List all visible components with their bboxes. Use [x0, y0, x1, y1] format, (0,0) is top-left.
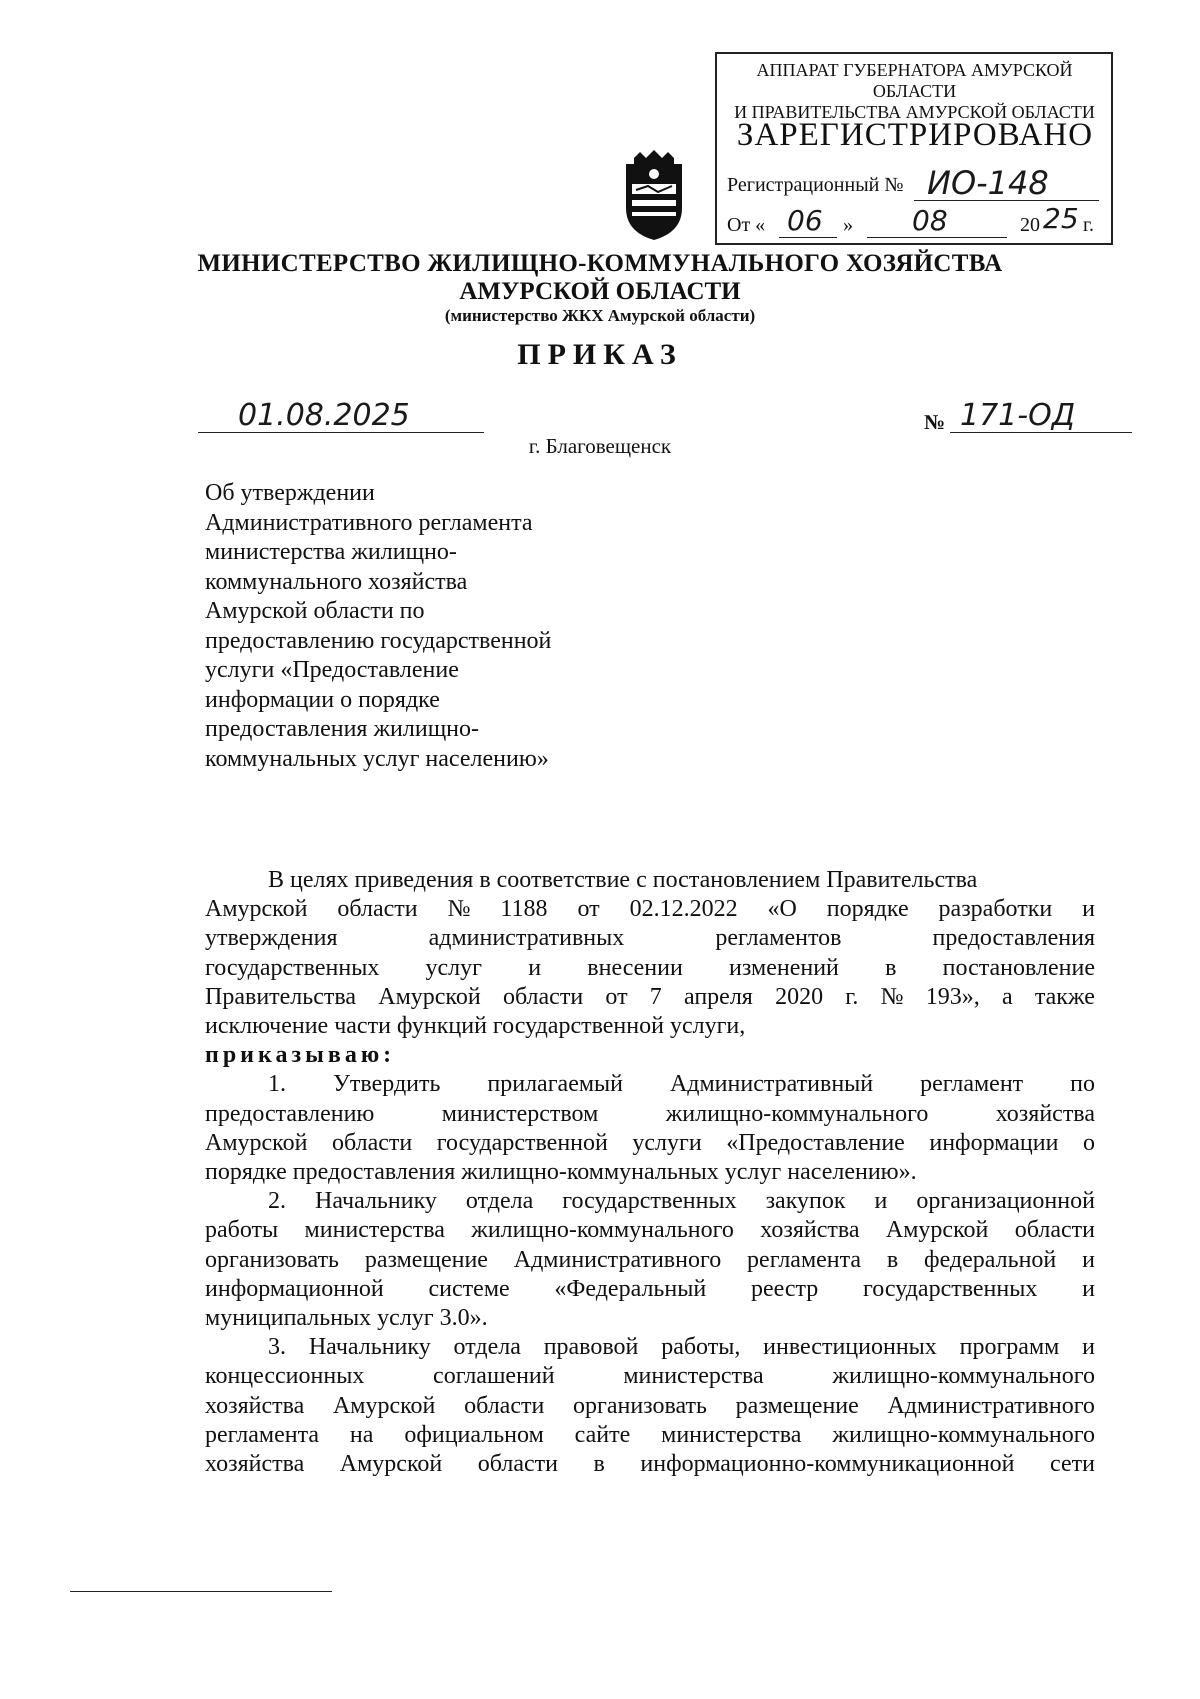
ministry-short-name: (министерство ЖКХ Амурской области) [444, 306, 756, 325]
body-line: концессионных соглашений министерства жилищно-коммунального [205, 1363, 1095, 1390]
stamp-reg-number: ИО-148 [927, 164, 1049, 202]
body-line: организовать размещение Административного регламента в федеральной и [205, 1246, 1095, 1273]
subject-line: коммунального хозяйства [205, 568, 468, 595]
order-number-handwritten: 171-ОД [960, 398, 1076, 433]
document-type-title: ПРИКАЗ [517, 338, 683, 371]
body-line: 3. Начальнику отдела правовой работы, инвестиционных программ и [268, 1334, 1095, 1361]
body-line: Правительства Амурской области от 7 апреля 2020 г. № 193», а также [205, 983, 1095, 1010]
stamp-month-underline [867, 237, 1007, 238]
stamp-reg-label: Регистрационный № [727, 174, 904, 196]
body-line: муниципальных услуг 3.0». [205, 1305, 488, 1332]
body-line: 2. Начальнику отдела государственных закупок и организационной [268, 1188, 1095, 1215]
body-line: Амурской области № 1188 от 02.12.2022 «О порядке разработки и [205, 896, 1095, 923]
subject-line: Амурской области по [205, 598, 425, 624]
order-date-underline [198, 432, 484, 433]
body-line: Амурской области государственной услуги «Предоставление информации о [205, 1129, 1095, 1156]
subject-line: предоставлению государственной [205, 627, 552, 654]
subject-line: информации о порядке [205, 686, 440, 713]
stamp-title: ЗАРЕГИСТРИРОВАНО [736, 117, 1094, 153]
stamp-org-line-2: И ПРАВИТЕЛЬСТВА АМУРСКОЙ ОБЛАСТИ [734, 102, 1095, 122]
body-line: регламента на официальном сайте министерства жилищно-коммунального [205, 1421, 1095, 1448]
subject-line: Об утверждении [205, 480, 375, 506]
ministry-name-line-1: МИНИСТЕРСТВО ЖИЛИЩНО-КОММУНАЛЬНОГО ХОЗЯЙСТВА [197, 250, 1003, 277]
body-line: хозяйства Амурской области в информационно-коммуникационной сети [205, 1451, 1095, 1478]
body-line: исключение части функций государственной услуги, [205, 1013, 746, 1040]
body-line: государственных услуг и внесении изменений в постановление [205, 954, 1095, 981]
stamp-date-year-prefix: 20 [1020, 214, 1040, 236]
coat-of-arms-icon [618, 150, 690, 242]
body-line: 1. Утвердить прилагаемый Административный регламент по [268, 1071, 1095, 1098]
registration-stamp [715, 52, 1113, 245]
ministry-name-line-2: АМУРСКОЙ ОБЛАСТИ [459, 278, 741, 305]
order-date-handwritten: 01.08.2025 [238, 398, 410, 433]
order-subject [205, 479, 625, 774]
stamp-date-day: 06 [787, 204, 823, 237]
order-word: приказываю: [205, 1042, 396, 1069]
subject-line: Административного регламента [205, 509, 533, 536]
body-line: предоставлению министерством жилищно-коммунального хозяйства [205, 1100, 1095, 1127]
subject-line: предоставления жилищно- [205, 716, 480, 742]
stamp-organization [727, 60, 1102, 123]
stamp-date-quote: » [843, 214, 853, 236]
subject-line: услуги «Предоставление [205, 657, 459, 683]
subject-line: министерства жилищно- [205, 539, 457, 565]
body-line: В целях приведения в соответствие с постановлением Правительства [268, 867, 978, 893]
body-line: информационной системе «Федеральный реестр государственных и [205, 1275, 1095, 1302]
stamp-org-line-1: АППАРАТ ГУБЕРНАТОРА АМУРСКОЙ ОБЛАСТИ [756, 60, 1073, 101]
stamp-date-year-g: г. [1083, 214, 1094, 236]
stamp-date-year: 25 [1043, 202, 1079, 235]
order-number-sign: № [924, 410, 946, 434]
body-line: работы министерства жилищно-коммунального хозяйства Амурской области [205, 1217, 1095, 1244]
stamp-date-prefix: От « [727, 214, 766, 236]
stamp-day-underline [779, 237, 837, 238]
body-line: хозяйства Амурской области организовать размещение Административного [205, 1392, 1095, 1419]
footnote-divider [70, 1591, 332, 1592]
city-name: г. Благовещенск [528, 434, 672, 458]
order-number-underline [950, 432, 1132, 433]
body-line: утверждения административных регламентов предоставления [205, 925, 1095, 952]
stamp-date-month: 08 [912, 204, 948, 237]
order-body [205, 866, 1095, 1479]
body-line: порядке предоставления жилищно-коммунальных услуг населению». [205, 1159, 917, 1186]
subject-line: коммунальных услуг населению» [205, 745, 549, 772]
